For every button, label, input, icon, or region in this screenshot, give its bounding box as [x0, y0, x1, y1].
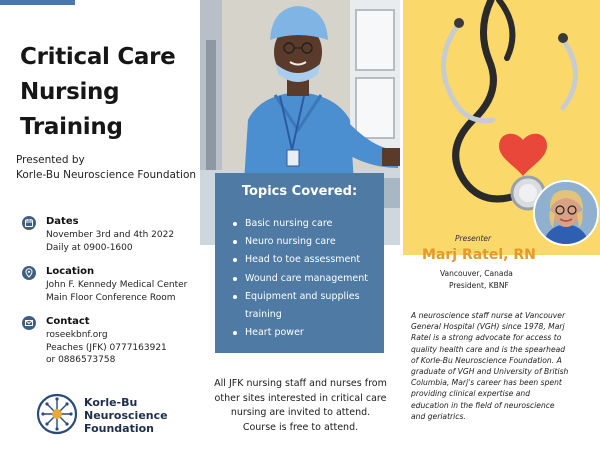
presented-by	[16, 153, 196, 183]
bio-line: General Hospital (VGH) since 1978, Marj	[411, 322, 565, 332]
topic-item: Equipment and supplies training	[232, 288, 382, 324]
invite-line: other sites interested in critical care	[214, 392, 387, 404]
bio-line: education in the field of neuroscience	[411, 400, 555, 410]
bio-line: quality health care and is the spearhead	[411, 344, 566, 354]
bio-line: and geriatrics.	[411, 411, 466, 421]
topics-list	[232, 215, 382, 342]
presented-by-org: Korle-Bu Neuroscience Foundation	[16, 169, 197, 181]
location-heading: Location	[46, 266, 95, 277]
dates-line: Daily at 0900-1600	[46, 242, 133, 253]
location-line: Main Floor Conference Room	[46, 292, 176, 303]
neuron-logo-icon	[36, 393, 78, 435]
presenter-role: President, KBNF	[449, 281, 509, 290]
topic-item: Neuro nursing care	[232, 233, 382, 251]
topic-item: Basic nursing care	[232, 215, 382, 233]
foundation-logo-text	[84, 396, 168, 435]
calendar-icon	[22, 216, 36, 230]
page-title	[20, 40, 205, 145]
logo-line: Korle-Bu	[84, 396, 138, 409]
topic-item: Head to toe assessment	[232, 251, 382, 269]
invite-line: nursing are invited to attend.	[230, 407, 371, 418]
location-pin-icon	[22, 266, 36, 280]
contact-heading: Contact	[46, 316, 90, 327]
dates-line: November 3rd and 4th 2022	[46, 230, 175, 240]
logo-line: Neuroscience	[84, 409, 168, 422]
invite-line: Course is free to attend.	[242, 421, 359, 433]
bio-line: Columbia, Marj's career has been spent	[411, 378, 562, 388]
contact-phone[interactable]: Peaches (JFK) 0777163921	[46, 342, 167, 353]
title-line: Nursing	[20, 79, 120, 105]
topic-item: Heart power	[232, 324, 382, 342]
invitation-text	[203, 377, 398, 435]
mail-icon	[22, 316, 36, 330]
location-line: John F. Kennedy Medical Center	[46, 280, 188, 290]
dates-heading: Dates	[46, 216, 79, 227]
bio-line: A neuroscience staff nurse at Vancouver	[411, 311, 566, 320]
location-text	[46, 279, 187, 304]
topic-item: Wound care management	[232, 270, 382, 288]
presenter-label: Presenter	[455, 234, 492, 243]
contact-text	[46, 329, 167, 367]
dates-text	[46, 229, 174, 254]
bio-line: of Korle-Bu Neuroscience Foundation. A	[411, 355, 562, 365]
presenter-bio	[411, 310, 593, 422]
bio-line: Ratel is a strong advocate for access to	[411, 333, 562, 343]
top-accent-bar	[0, 0, 75, 5]
logo-line: Foundation	[84, 422, 155, 435]
presenter-headshot	[533, 180, 599, 246]
bio-line: graduate of VGH and University of British	[411, 367, 569, 377]
topics-panel	[215, 173, 384, 353]
title-line: Training	[20, 114, 123, 140]
title-line: Critical Care	[20, 44, 176, 70]
contact-website[interactable]: roseekbnf.org	[46, 330, 108, 340]
presenter-name: Marj Ratel, RN	[422, 247, 536, 263]
presented-by-label: Presented by	[16, 154, 85, 166]
invite-line: All JFK nursing staff and nurses from	[214, 378, 387, 389]
bio-line: providing clinical expertise and	[411, 389, 531, 399]
presenter-city: Vancouver, Canada	[440, 269, 513, 278]
topics-title: Topics Covered:	[241, 184, 358, 199]
contact-phone[interactable]: or 0886573758	[46, 355, 116, 365]
